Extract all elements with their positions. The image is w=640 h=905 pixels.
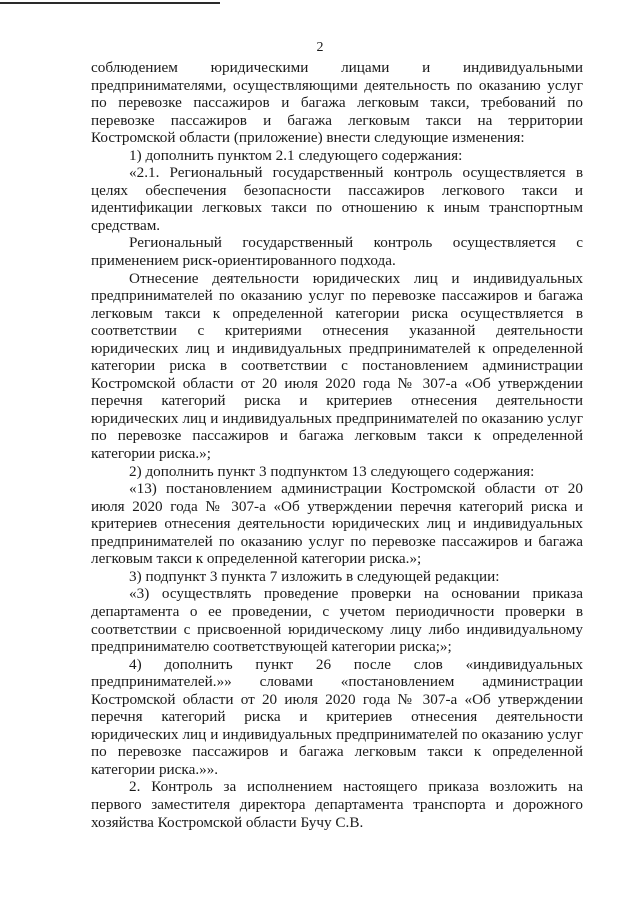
paragraph-quote-2-1: «2.1. Региональный государственный контроль осуществляется в целях обеспечения безопасности пассажиров легкового такси и идентификации легковых такси по отношению к иным транспортным средствам.	[91, 164, 583, 234]
paragraph-item-3: 3) подпункт 3 пункта 7 изложить в следующей редакции:	[129, 567, 500, 585]
paragraph-item-2: 2) дополнить пункт 3 подпунктом 13 следующего содержания:	[129, 462, 535, 480]
document-body	[91, 59, 583, 831]
paragraph-item-4: 4) дополнить пункт 26 после слов «индивидуальных предпринимателей.»» словами «постановлением администрации Костромской области от 20 июля 2020 года № 307-а «Об утверждении перечня категорий риска и критериев отнесения деятельности юридических лиц и индивидуальных предпринимателей по оказанию услуг по перевозке пассажиров и багажа легковым такси к определенной категории риска.»».	[91, 655, 583, 778]
paragraph-risk-approach: Региональный государственный контроль осуществляется с применением риск-ориентированного подхода.	[91, 234, 583, 270]
paragraph-item-1: 1) дополнить пунктом 2.1 следующего содержания:	[129, 146, 463, 164]
paragraph-continuation: соблюдением юридическими лицами и индивидуальными предпринимателями, осуществляющими деятельность по оказанию услуг по перевозке пассажиров и багажа легковым такси, требований по перевозке пассажиров и багажа легковым такси на территории Костромской области (приложение) внести следующие изменения:	[91, 59, 583, 147]
page-number: 2	[316, 40, 324, 55]
scan-edge-line	[0, 2, 220, 4]
paragraph-risk-category: Отнесение деятельности юридических лиц и индивидуальных предпринимателей по оказанию услуг по перевозке пассажиров и багажа легковым такси к определенной категории риска осуществляется в соответствии с критериями отнесения указанной деятельности юридических лиц и индивидуальных предпринимателей к определенной категории риска в соответствии с постановлением администрации Костромской области от 20 июля 2020 года № 307-а «Об утверждении перечня категорий риска и критериев отнесения деятельности юридических лиц и индивидуальных предпринимателей по оказанию услуг по перевозке пассажиров и багажа легковым такси к определенной категории риска.»;	[91, 269, 583, 463]
paragraph-subitem-3: «3) осуществлять проведение проверки на основании приказа департамента о ее проведении, с учетом периодичности проверки в соответствии с присвоенной юридическому лицу либо индивидуальному предпринимателю соответствующей категории риска;»;	[91, 585, 583, 656]
paragraph-control: 2. Контроль за исполнением настоящего приказа возложить на первого заместителя директора департамента транспорта и дорожного хозяйства Костромской области Бучу С.В.	[91, 778, 583, 831]
paragraph-subitem-13: «13) постановлением администрации Костромской области от 20 июля 2020 года № 307-а «Об утверждении перечня категорий риска и критериев отнесения деятельности юридических лиц и индивидуальных предпринимателей по оказанию услуг по перевозке пассажиров и багажа легковым такси к определенной категории риска.»;	[91, 480, 583, 568]
